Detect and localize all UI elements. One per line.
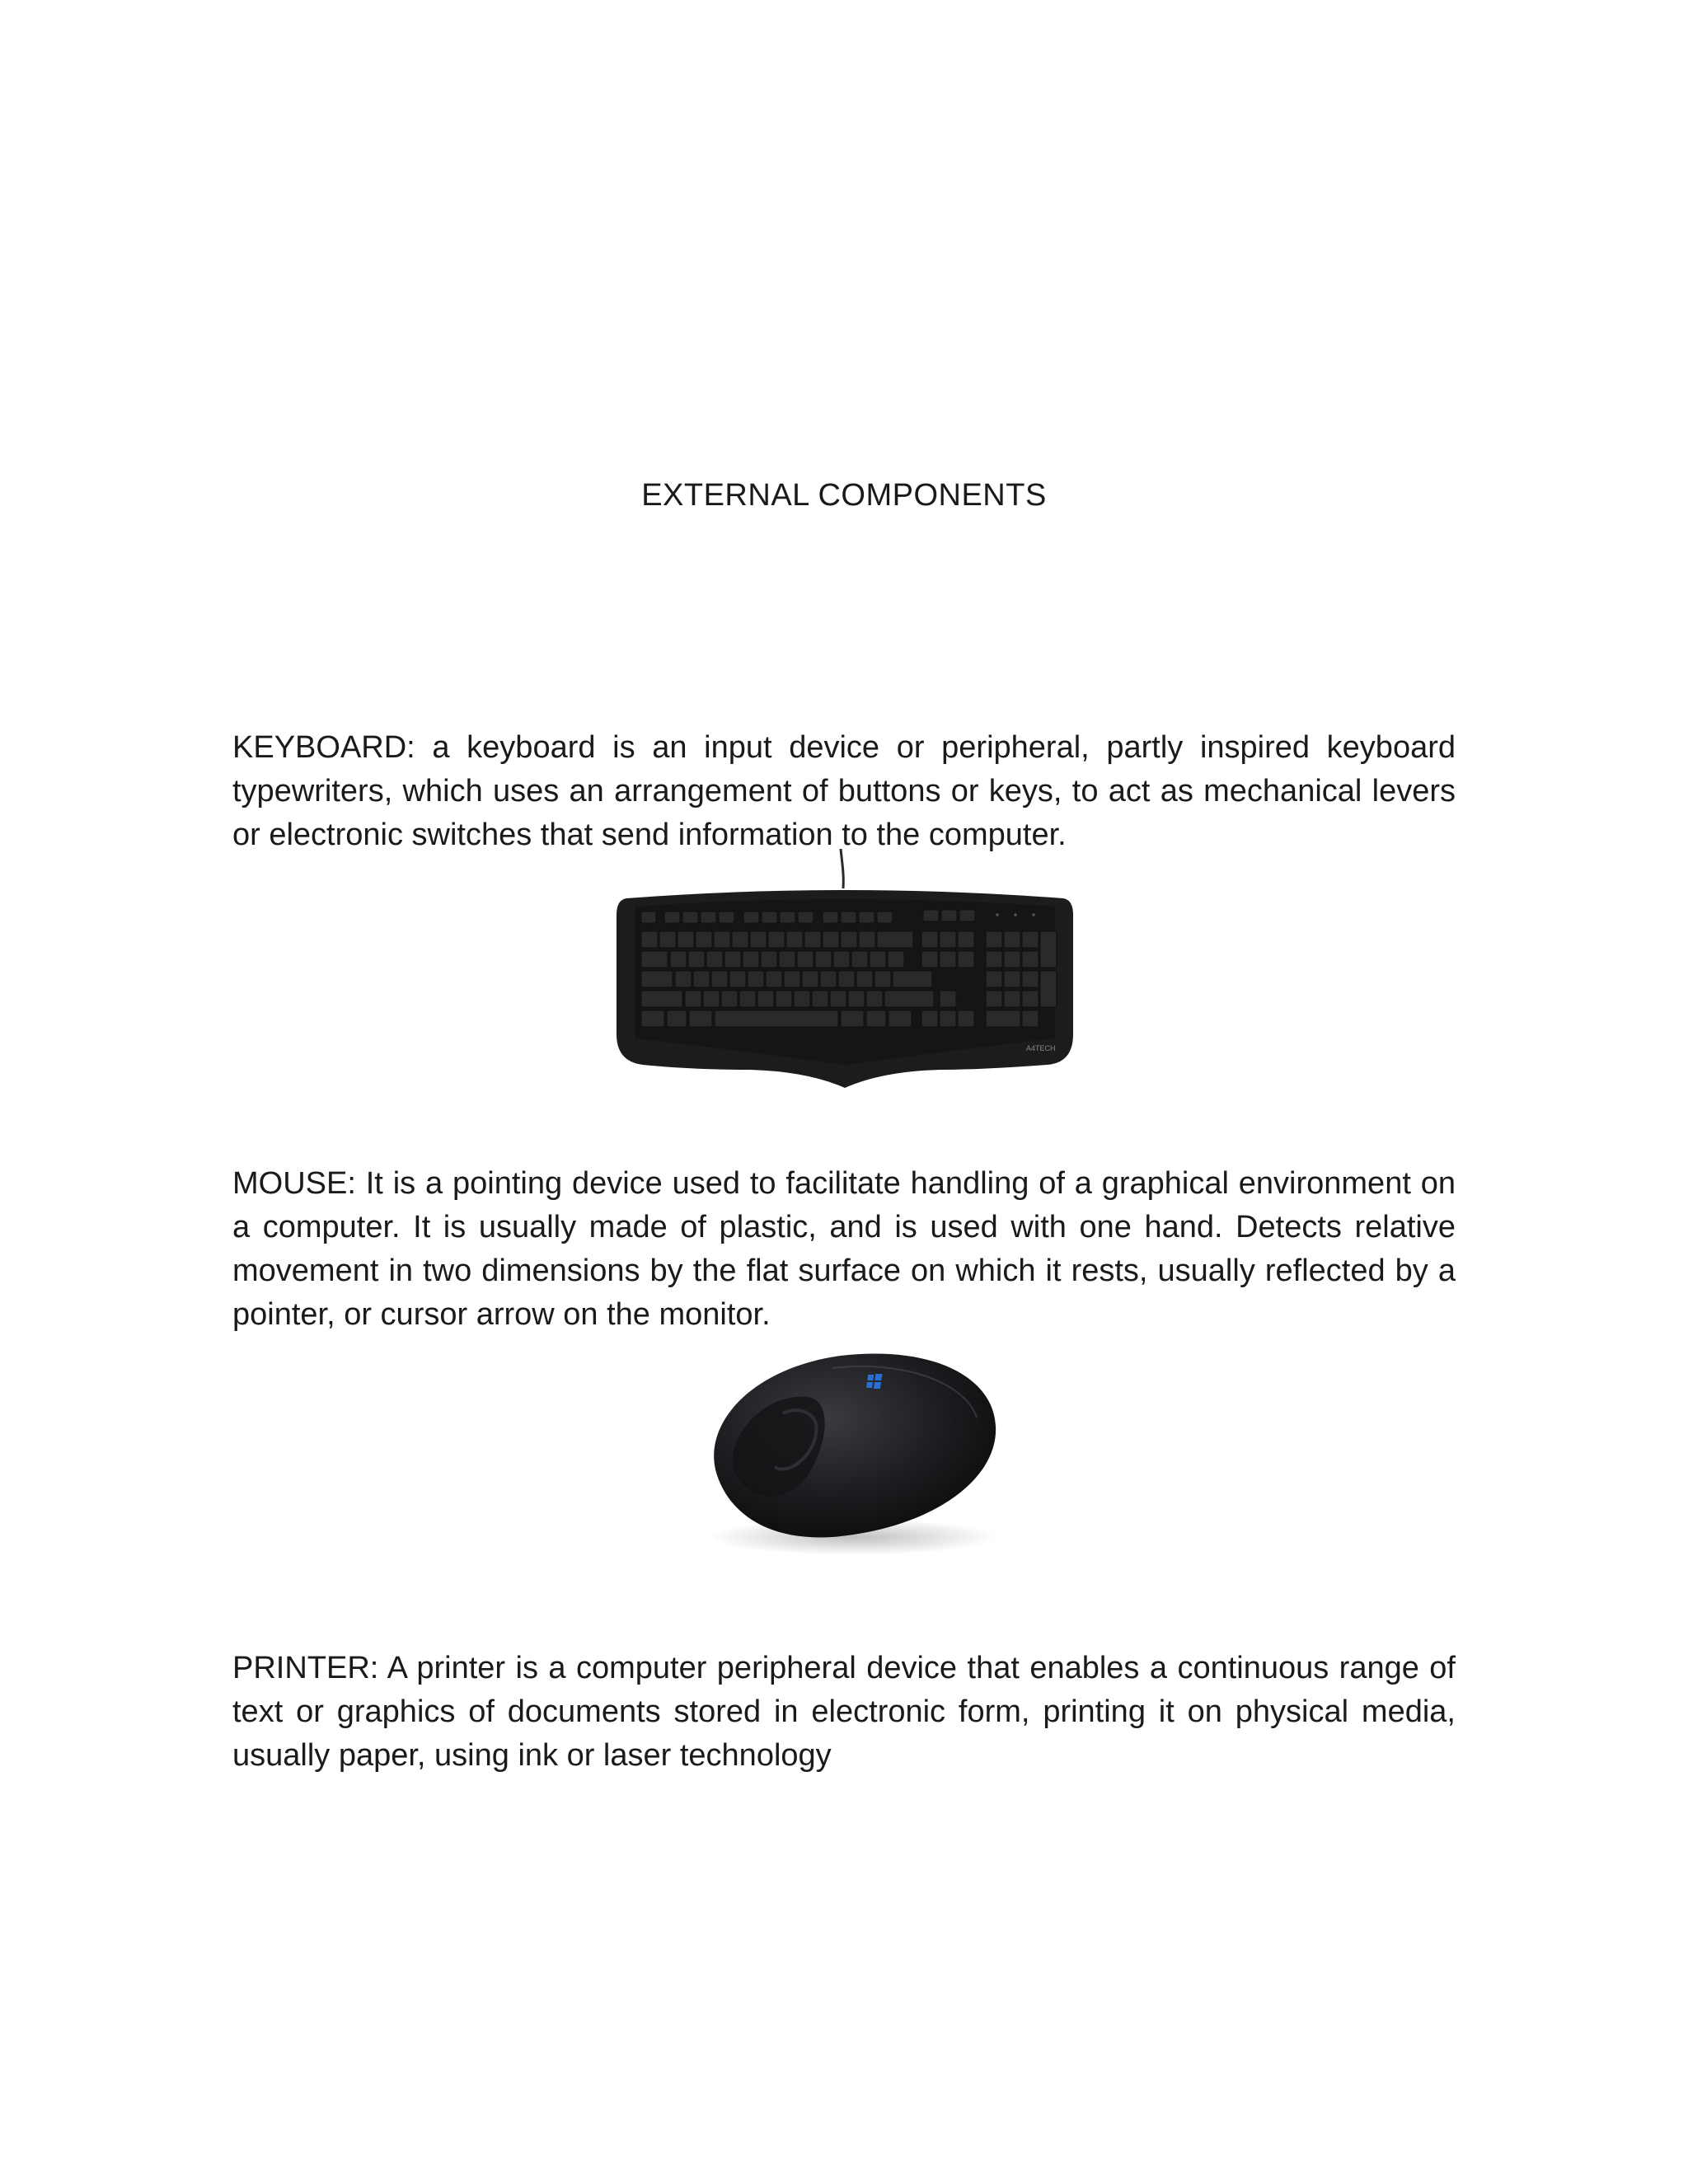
keyboard-key	[958, 931, 974, 948]
keyboard-key	[689, 1010, 712, 1027]
keyboard-key	[670, 951, 687, 968]
keyboard-key	[750, 931, 767, 948]
keyboard-key	[859, 912, 874, 923]
keyboard-key	[1022, 1010, 1039, 1027]
keyboard-key	[685, 991, 701, 1007]
keyboard-key	[830, 991, 846, 1007]
keyboard-key	[719, 912, 734, 923]
keyboard-key	[743, 912, 759, 923]
keyboard-illustration	[610, 849, 1080, 1096]
keyboard-key	[823, 931, 839, 948]
keyboard-key	[959, 910, 975, 921]
keyboard-key	[688, 951, 705, 968]
keyboard-key	[986, 1010, 1020, 1027]
keyboard-key	[696, 931, 712, 948]
keyboard-key	[848, 991, 865, 1007]
keyboard-key	[732, 931, 748, 948]
keyboard-key	[870, 951, 886, 968]
keyboard-key	[877, 931, 913, 948]
keyboard-key	[841, 912, 856, 923]
keyboard-key	[851, 951, 868, 968]
keyboard-key	[682, 912, 698, 923]
keyboard-image	[610, 849, 1080, 1096]
keyboard-key	[678, 931, 694, 948]
keyboard-key	[812, 991, 828, 1007]
keyboard-key	[1022, 971, 1039, 987]
keyboard-key	[641, 991, 682, 1007]
keyboard-key	[664, 912, 680, 923]
keyboard-key	[888, 951, 904, 968]
keyboard-key	[761, 951, 777, 968]
keyboard-key	[641, 1010, 664, 1027]
keyboard-key	[986, 931, 1002, 948]
keyboard-key	[841, 1010, 864, 1027]
keyboard-key	[856, 971, 873, 987]
keyboard-key	[820, 971, 837, 987]
keyboard-key	[940, 931, 956, 948]
keyboard-key	[641, 912, 656, 923]
keyboard-key	[986, 971, 1002, 987]
page-title: EXTERNAL COMPONENTS	[641, 478, 1047, 513]
keyboard-key	[739, 991, 756, 1007]
keyboard-key	[724, 951, 741, 968]
keyboard-key	[866, 991, 883, 1007]
keyboard-key	[798, 912, 814, 923]
keyboard-key	[786, 931, 803, 948]
keyboard-key	[941, 910, 957, 921]
keyboard-key	[804, 931, 821, 948]
keyboard-key	[701, 912, 716, 923]
printer-paragraph: PRINTER: A printer is a computer peripheral device that enables a continuous range of text or graphics of documents stored in electronic form, printing it on physical media, usually paper, using ink or laser technology	[232, 1651, 1456, 1773]
keyboard-key	[703, 991, 720, 1007]
keyboard-key	[833, 951, 850, 968]
keyboard-key	[940, 1010, 956, 1027]
keyboard-key	[675, 971, 692, 987]
keyboard-key	[784, 971, 800, 987]
keyboard-key	[893, 971, 932, 987]
keyboard-key	[958, 1010, 974, 1027]
keyboard-key	[874, 971, 891, 987]
keyboard-key	[815, 951, 832, 968]
keyboard-key	[877, 912, 893, 923]
keyboard-key	[766, 971, 782, 987]
keyboard-key	[921, 951, 938, 968]
indicator-light	[1032, 913, 1035, 916]
keyboard-key	[797, 951, 814, 968]
keyboard-key	[706, 951, 723, 968]
keyboard-key	[921, 931, 938, 948]
keyboard-key	[1040, 931, 1057, 968]
keyboard-key	[921, 1010, 938, 1027]
keyboard-key	[768, 931, 785, 948]
keyboard-key	[884, 991, 934, 1007]
keyboard-key	[1040, 971, 1057, 1007]
keyboard-key	[780, 912, 795, 923]
keyboard-key	[1004, 971, 1020, 987]
keyboard-paragraph: KEYBOARD: a keyboard is an input device or peripheral, partly inspired keyboard typewriters, which uses an arrangement of buttons or keys, to act as mechanical levers or electronic switches that send information to the computer.	[232, 730, 1456, 852]
indicator-light	[996, 913, 999, 916]
keyboard-key	[748, 971, 764, 987]
keyboard-key	[866, 1010, 886, 1027]
keyboard-key	[1004, 931, 1020, 948]
keyboard-key	[940, 951, 956, 968]
keyboard-brand-logo: A4TECH	[1026, 1044, 1056, 1052]
mouse-image	[684, 1335, 1014, 1566]
keyboard-key	[715, 1010, 838, 1027]
keyboard-key	[721, 991, 738, 1007]
mouse-paragraph: MOUSE: It is a pointing device used to facilitate handling of a graphical environment on a computer. It is usually made of plastic, and is used with one hand. Detects relative movement in two dimensions by the flat surface on which it rests, usually reflected by a pointer, or cursor arrow on the monitor.	[232, 1166, 1456, 1332]
keyboard-key	[859, 931, 875, 948]
keyboard-key	[1022, 931, 1039, 948]
keyboard-key	[986, 991, 1002, 1007]
keyboard-key	[958, 951, 974, 968]
keyboard-key	[838, 971, 855, 987]
keyboard-key	[729, 971, 746, 987]
keyboard-key	[1022, 951, 1039, 968]
keyboard-key	[794, 991, 810, 1007]
keyboard-key	[1004, 991, 1020, 1007]
keyboard-key	[667, 1010, 687, 1027]
keyboard-key	[1022, 991, 1039, 1007]
keyboard-key	[641, 931, 658, 948]
keyboard-key	[641, 971, 673, 987]
keyboard-key	[940, 991, 956, 1007]
keyboard-key	[714, 931, 730, 948]
keyboard-key	[923, 910, 939, 921]
keyboard-key	[711, 971, 728, 987]
keyboard-key	[779, 951, 795, 968]
keyboard-key	[986, 951, 1002, 968]
keyboard-key	[641, 951, 668, 968]
indicator-light	[1014, 913, 1017, 916]
keyboard-key	[841, 931, 857, 948]
keyboard-key	[802, 971, 818, 987]
keyboard-key	[659, 931, 676, 948]
keyboard-key	[889, 1010, 912, 1027]
keyboard-key	[693, 971, 710, 987]
keyboard-key	[1004, 951, 1020, 968]
keyboard-key	[757, 991, 774, 1007]
keyboard-key	[743, 951, 759, 968]
keyboard-key	[776, 991, 792, 1007]
keyboard-key	[823, 912, 838, 923]
mouse-illustration	[684, 1335, 1014, 1566]
keyboard-key	[762, 912, 777, 923]
